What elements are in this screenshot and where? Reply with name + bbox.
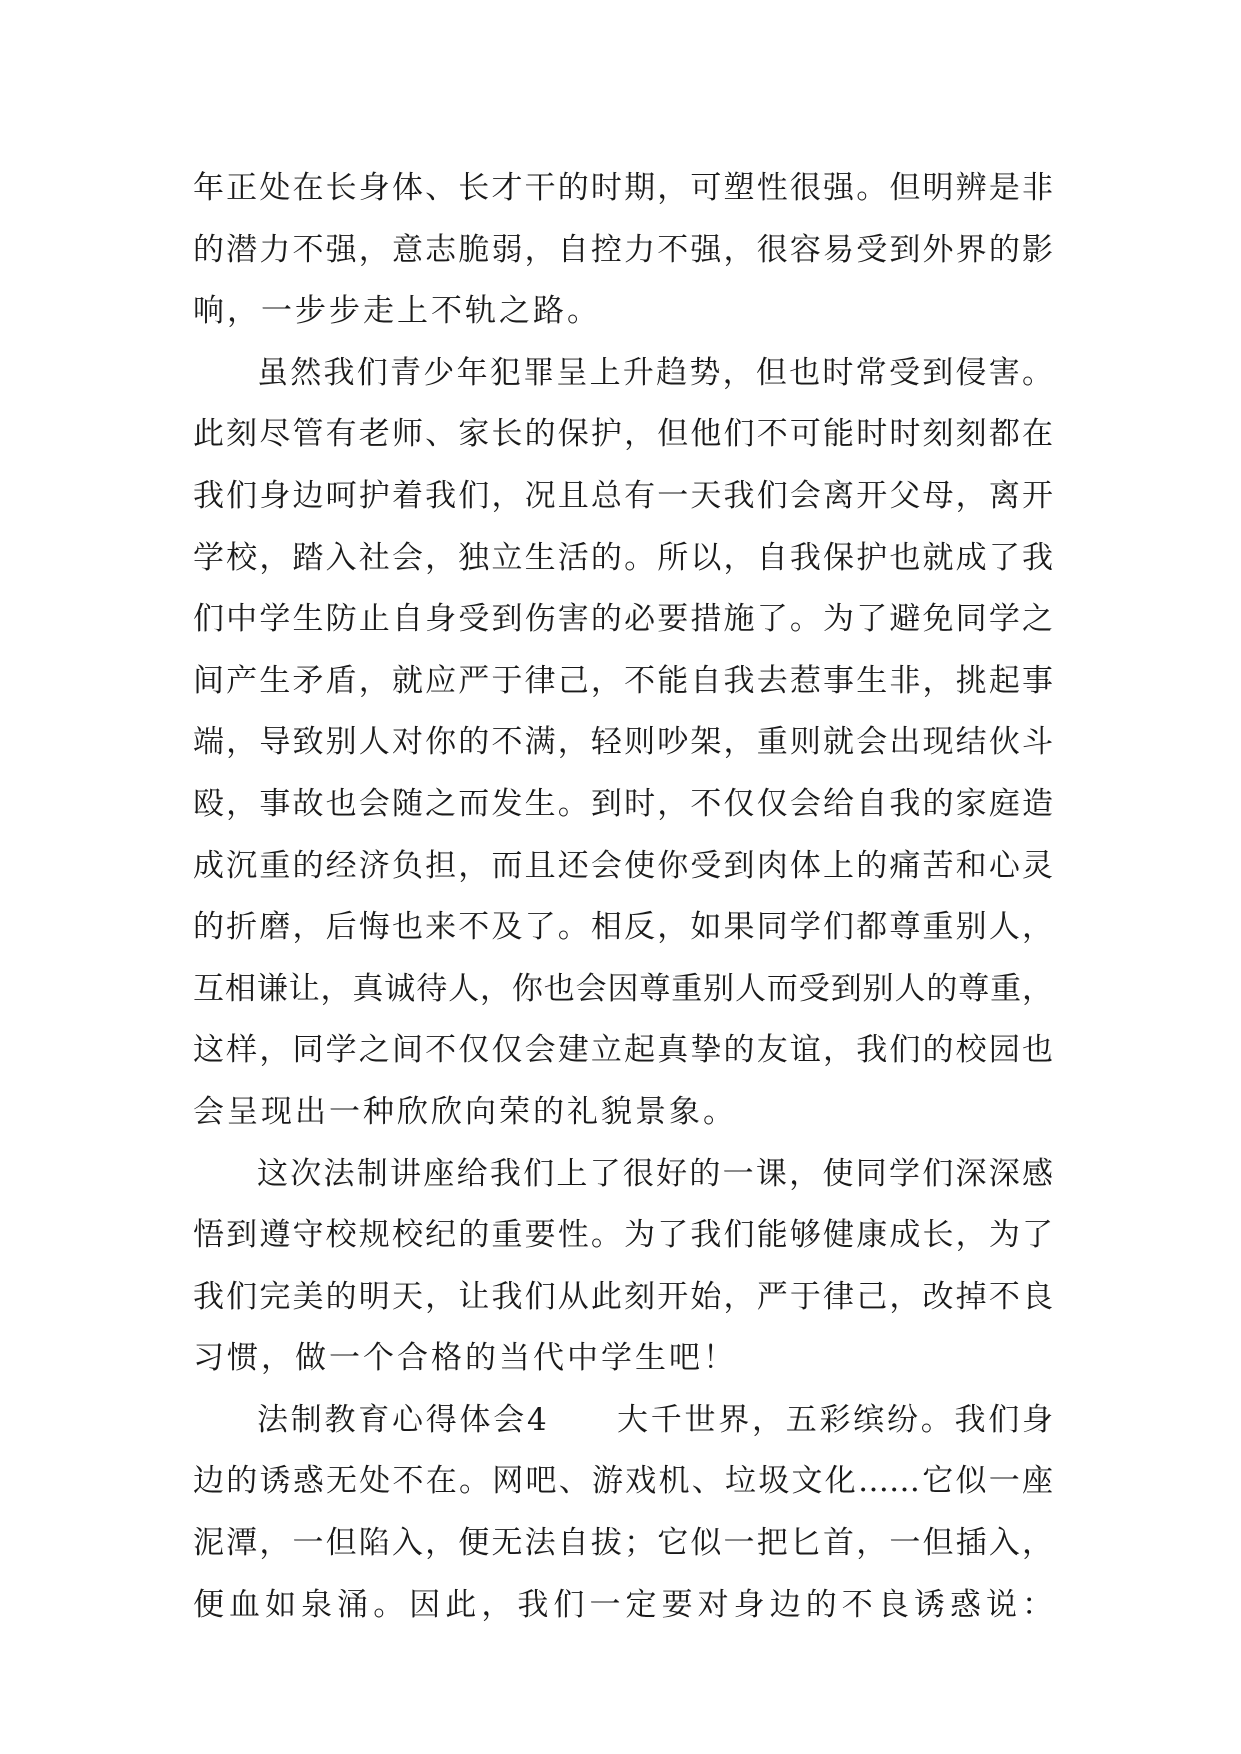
text-line: 法制教育心得体会4 大千世界，五彩缤纷。我们身 [257,1401,1053,1438]
text-line: 成沉重的经济负担，而且还会使你受到肉体上的痛苦和心灵 [193,847,1053,884]
text-line: 边的诱惑无处不在。网吧、游戏机、垃圾文化……它似一座 [193,1463,1053,1500]
text-line: 的潜力不强，意志脆弱，自控力不强，很容易受到外界的影 [193,231,1053,268]
text-line: 悟到遵守校规校纪的重要性。为了我们能够健康成长，为了 [193,1217,1053,1254]
text-line: 我们身边呵护着我们，况且总有一天我们会离开父母，离开 [193,477,1053,514]
text-line: 这次法制讲座给我们上了很好的一课，使同学们深深感 [257,1155,1053,1192]
text-line: 我们完美的明天，让我们从此刻开始，严于律己，改掉不良 [193,1278,1053,1315]
text-line: 便血如泉涌。因此，我们一定要对身边的不良诱惑说： [193,1586,1053,1623]
text-line: 们中学生防止自身受到伤害的必要措施了。为了避免同学之 [193,601,1053,638]
text-line: 此刻尽管有老师、家长的保护，但他们不可能时时刻刻都在 [193,416,1053,453]
text-line: 习惯，做一个合格的当代中学生吧！ [193,1340,737,1377]
text-line: 年正处在长身体、长才干的时期，可塑性很强。但明辨是非 [193,170,1053,206]
text-line: 这样，同学之间不仅仅会建立起真挚的友谊，我们的校园也 [193,1032,1053,1069]
text-line: 端，导致别人对你的不满，轻则吵架，重则就会出现结伙斗 [193,724,1053,761]
text-line: 虽然我们青少年犯罪呈上升趋势，但也时常受到侵害。 [257,354,1053,391]
text-line: 会呈现出一种欣欣向荣的礼貌景象。 [193,1093,737,1130]
text-line: 泥潭，一但陷入，便无法自拔；它似一把匕首，一但插入， [193,1525,1053,1562]
text-line: 殴，事故也会随之而发生。到时，不仅仅会给自我的家庭造 [193,785,1053,822]
text-line: 间产生矛盾，就应严于律己，不能自我去惹事生非，挑起事 [193,662,1053,699]
text-line: 的折磨，后悔也来不及了。相反，如果同学们都尊重别人， [193,909,1053,946]
document-body [193,158,1053,1636]
text-line: 学校，踏入社会，独立生活的。所以，自我保护也就成了我 [193,539,1053,576]
text-line: 互相谦让，真诚待人，你也会因尊重别人而受到别人的尊重， [193,970,1053,1007]
text-line: 响，一步步走上不轨之路。 [193,293,601,330]
